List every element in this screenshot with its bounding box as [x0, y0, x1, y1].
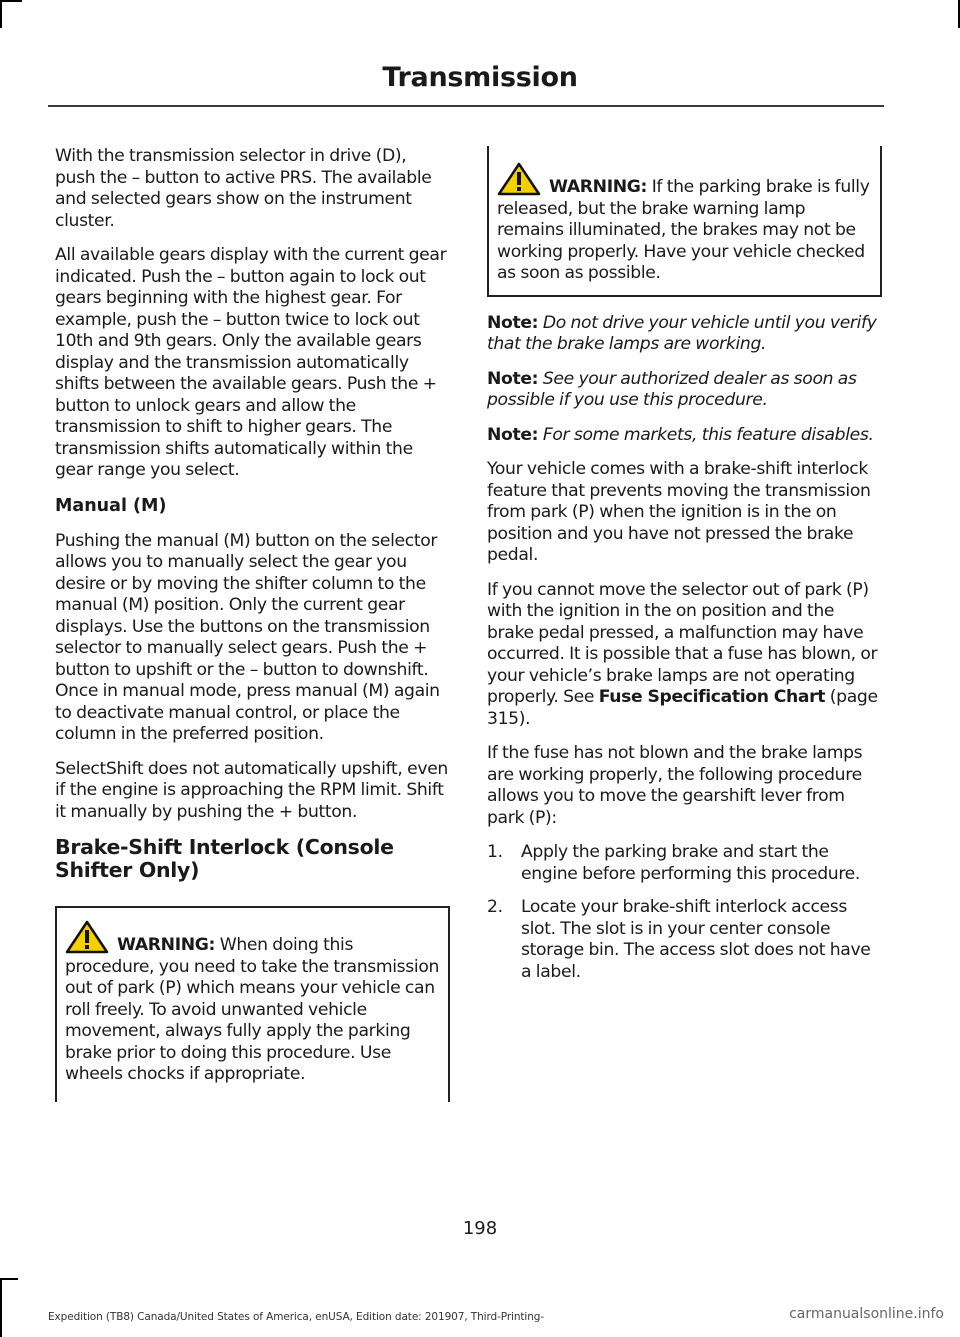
warning-box: [55, 906, 450, 1102]
note: [487, 313, 882, 356]
list-item: [487, 842, 882, 885]
list-item: [487, 897, 882, 983]
note-label: Note:: [487, 368, 539, 389]
cross-reference-link[interactable]: Fuse Specification Chart: [598, 687, 826, 707]
paragraph: With the transmission selector in drive (D), push the – button to active PRS. The available and selected gears show on the instrument cluster.: [55, 146, 432, 231]
warning-triangle-icon: [497, 162, 541, 196]
paragraph: If the fuse has not blown and the brake lamps are working properly, the following procedure allows you to move the gearshift lever from park (P):: [487, 743, 863, 828]
note-text: Do not drive your vehicle until you verify that the brake lamps are working.: [487, 312, 877, 354]
section-heading: Brake-Shift Interlock (Console Shifter Only): [55, 835, 394, 882]
warning-label: WARNING:: [549, 177, 648, 197]
header-divider: [48, 105, 884, 107]
crop-mark: [0, 1278, 2, 1337]
crop-mark: [0, 0, 2, 28]
paragraph: All available gears display with the current gear indicated. Push the – button again to lock out gears beginning with the highest gear. For example, push the – button twice to lock out 10th and 9th gears. Only the available gears display and the transmission automatically shifts between the available gears. Push the + button to unlock gears and allow the transmission to shift to higher gears. The transmission shifts automatically within the gear range you select.: [55, 245, 447, 480]
paragraph: [487, 580, 882, 731]
warning-label: WARNING:: [117, 935, 216, 955]
note-label: Note:: [487, 312, 539, 333]
paragraph-text: If you cannot move the selector out of park (P) with the ignition in the on position and the brake pedal pressed, a malfunction may have occurred. It is possible that a fuse has blown, or your vehicle’s brake lamps are not operating properly. See: [487, 579, 878, 707]
step-text: Apply the parking brake and start the engine before performing this procedure.: [521, 842, 861, 884]
warning-triangle-icon: [65, 920, 109, 954]
step-number: 2.: [487, 897, 503, 917]
left-column: [55, 146, 450, 1112]
warning-text: When doing this procedure, you need to take the transmission out of park (P) which means your vehicle can roll freely. To avoid unwanted vehicle movement, always fully apply the parking brake prior to doing this procedure. Use wheels chocks if appropriate.: [65, 935, 440, 1084]
right-column: [487, 146, 882, 995]
warning-text: If the parking brake is fully released, but the brake warning lamp remains illuminated, the brakes may not be working properly. Have your vehicle checked as soon as possible.: [497, 177, 870, 283]
paragraph: Your vehicle comes with a brake-shift interlock feature that prevents moving the transmission from park (P) when the ignition is in the on position and you have not pressed the brake pedal.: [487, 459, 871, 565]
paragraph-text: (page 315).: [487, 687, 878, 729]
crop-mark: [0, 0, 22, 2]
note: [487, 369, 882, 412]
paragraph: Pushing the manual (M) button on the selector allows you to manually select the gear you desire or by moving the shifter column to the manual (M) position. Only the current gear displays. Use the buttons on the transmission selector to manually select gears. Push the + button to upshift or the – button to downshift. Once in manual mode, press manual (M) again to deactivate manual control, or place the column in the preferred position.: [55, 530, 440, 744]
page-number: 198: [462, 1218, 498, 1239]
steps-list: [487, 842, 882, 983]
step-text: Locate your brake-shift interlock access slot. The slot is in your center console storage bin. The access slot does not have a label.: [521, 897, 871, 982]
note-label: Note:: [487, 424, 539, 445]
subheading-manual: Manual (M): [55, 495, 167, 516]
page-title: Transmission: [382, 62, 578, 93]
note-text: For some markets, this feature disables.: [538, 424, 874, 445]
note: [487, 425, 882, 447]
warning-box: [487, 146, 882, 297]
crop-mark: [0, 1278, 18, 1280]
note-text: See your authorized dealer as soon as possible if you use this procedure.: [487, 368, 857, 410]
paragraph: SelectShift does not automatically upshift, even if the engine is approaching the RPM limit. Shift it manually by pushing the + button.: [55, 758, 448, 822]
watermark: carmanualsonline.info: [789, 1306, 944, 1322]
step-number: 1.: [487, 842, 503, 862]
footer-edition-info: Expedition (TB8) Canada/United States of America, enUSA, Edition date: 201907, Third-Printing-: [48, 1311, 545, 1323]
